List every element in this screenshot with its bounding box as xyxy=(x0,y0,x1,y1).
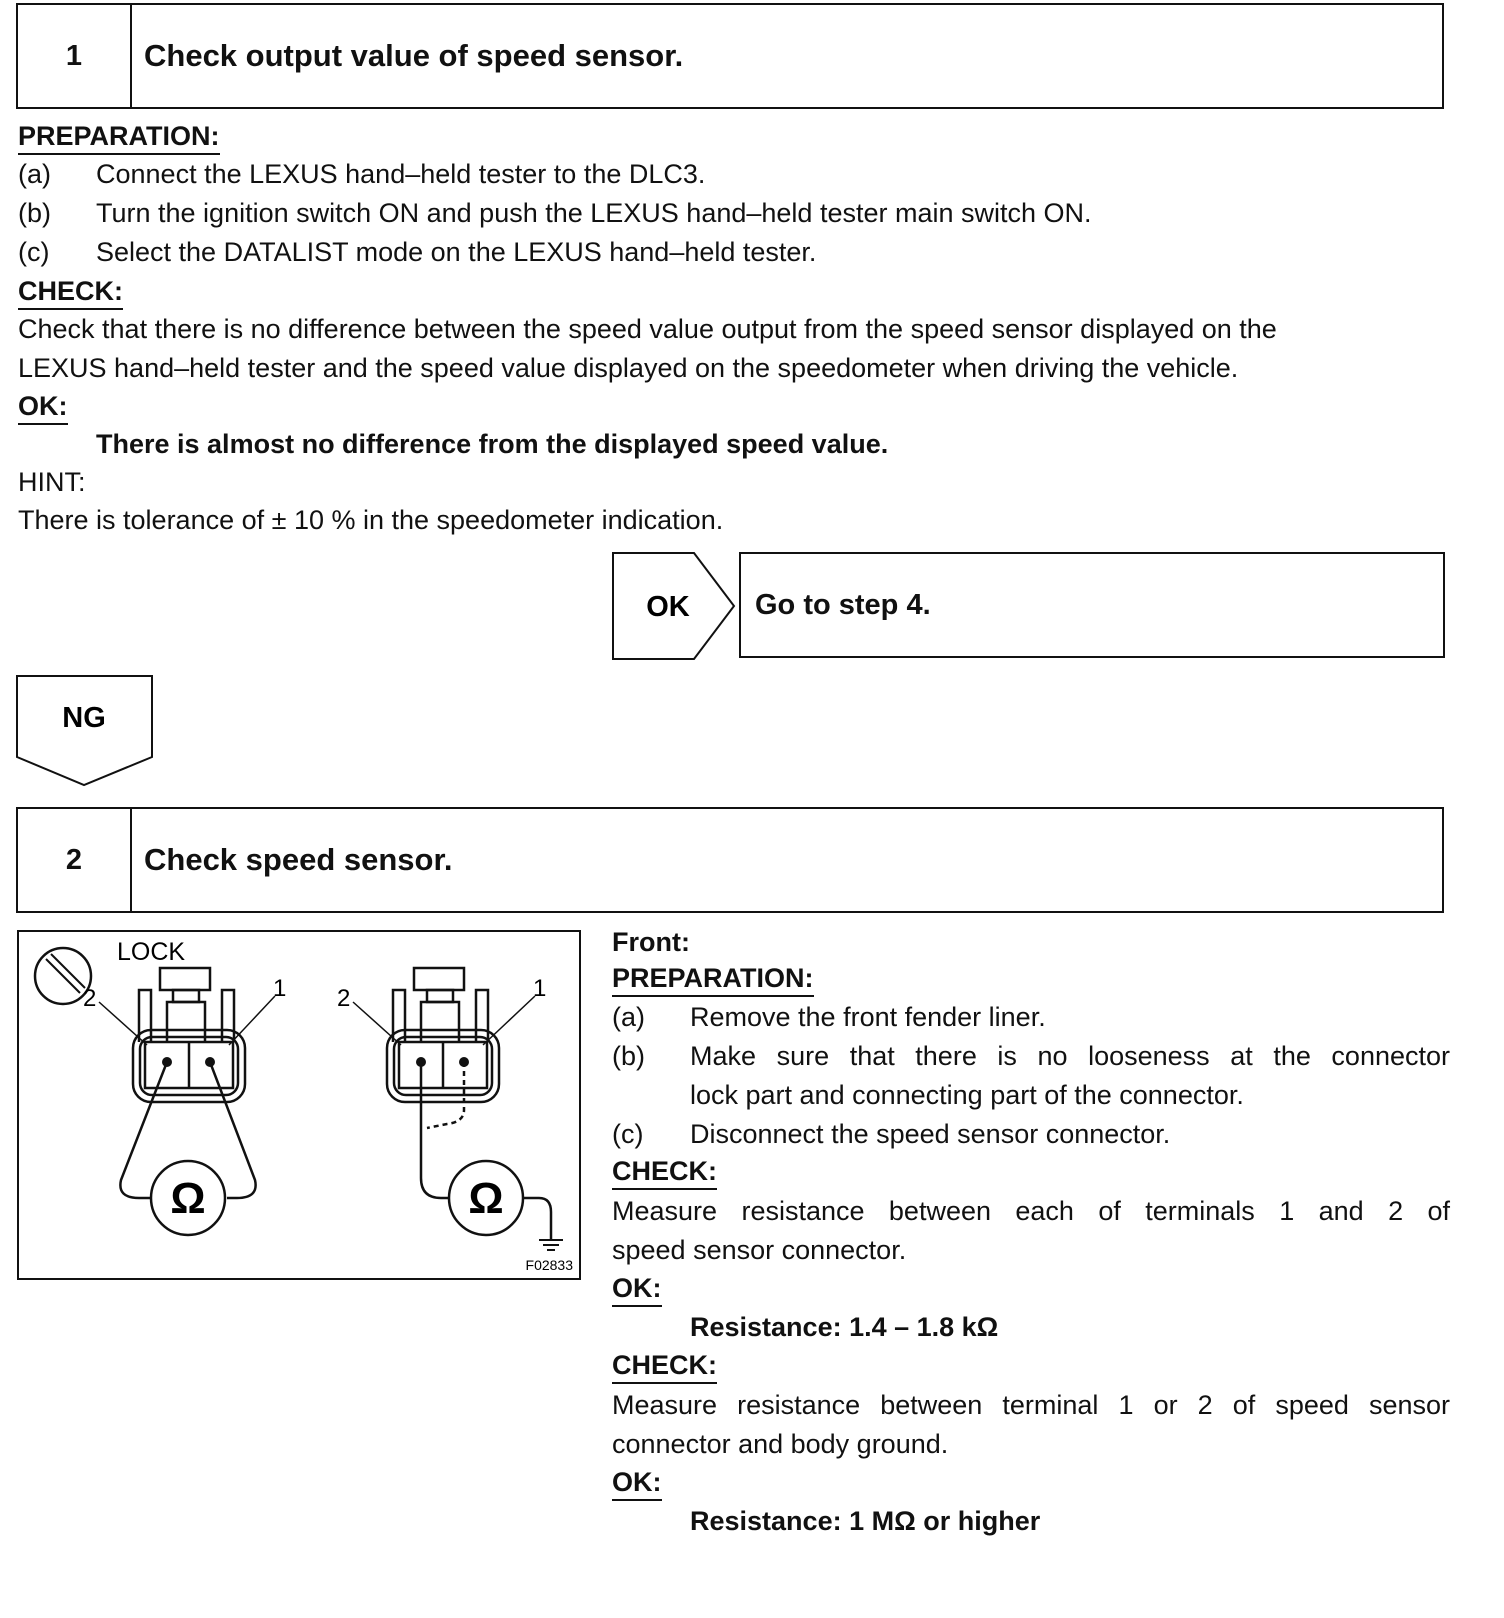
check-heading: CHECK: xyxy=(18,275,123,310)
prep-item: (a) Connect the LEXUS hand–held tester to the DLC3. xyxy=(18,159,706,189)
preparation-heading: PREPARATION: xyxy=(612,962,814,997)
ok-heading: OK: xyxy=(612,1466,662,1501)
prep-item: (c) Select the DATALIST mode on the LEXUS hand–held tester. xyxy=(18,237,817,267)
ok-criterion: There is almost no difference from the displayed speed value. xyxy=(96,429,889,459)
check-text-line: Measure resistance between each of terminals 1 and 2 of xyxy=(612,1196,1450,1226)
ng-arrow-tag xyxy=(16,675,154,787)
check-heading: CHECK: xyxy=(612,1155,717,1190)
ohm-symbol: Ω xyxy=(468,1174,504,1223)
step-number: 1 xyxy=(18,5,132,107)
step-1-header xyxy=(16,3,1444,109)
hint-heading: HINT: xyxy=(18,467,86,497)
prep-item: (c) Disconnect the speed sensor connector. xyxy=(612,1119,1171,1149)
hint-text: There is tolerance of ± 10 % in the speedometer indication. xyxy=(18,505,724,535)
ok-criterion: Resistance: 1.4 – 1.8 kΩ xyxy=(690,1312,999,1342)
check-heading: CHECK: xyxy=(612,1349,717,1384)
check-text-line: LEXUS hand–held tester and the speed value displayed on the speedometer when driving the vehicle. xyxy=(18,353,1239,383)
step-2-header xyxy=(16,807,1444,913)
ok-heading: OK: xyxy=(18,390,68,425)
check-text-line: speed sensor connector. xyxy=(612,1235,907,1265)
pin-label: 2 xyxy=(83,985,97,1012)
figure-code: F02833 xyxy=(525,1257,573,1273)
step-title: Check speed sensor. xyxy=(144,842,453,877)
go-to-step-text: Go to step 4. xyxy=(755,588,931,621)
prep-item: (a) Remove the front fender liner. xyxy=(612,1002,1046,1032)
ok-arrow-tag xyxy=(612,552,738,660)
check-text-line: connector and body ground. xyxy=(612,1429,949,1459)
step-number: 2 xyxy=(18,809,132,911)
prep-item-continuation: lock part and connecting part of the connector. xyxy=(690,1080,1244,1110)
go-to-step-box xyxy=(739,552,1445,658)
ok-criterion: Resistance: 1 MΩ or higher xyxy=(690,1506,1041,1536)
step-title: Check output value of speed sensor. xyxy=(144,38,684,73)
pin-label: 1 xyxy=(273,975,287,1002)
pin-label: 1 xyxy=(533,975,547,1002)
preparation-heading: PREPARATION: xyxy=(18,120,220,155)
prep-item: (b) Turn the ignition switch ON and push the LEXUS hand–held tester main switch ON. xyxy=(18,198,1092,228)
check-text-line: Measure resistance between terminal 1 or 2 of speed sensor xyxy=(612,1390,1450,1420)
ohm-symbol: Ω xyxy=(170,1174,206,1223)
check-text-line: Check that there is no difference between the speed value output from the speed sensor displayed on the xyxy=(18,314,1277,344)
connector-diagram xyxy=(17,930,581,1280)
ok-label: OK xyxy=(646,591,690,623)
lock-label: LOCK xyxy=(117,938,186,966)
ok-heading: OK: xyxy=(612,1272,662,1307)
pin-label: 2 xyxy=(337,985,351,1012)
prep-item: (b) Make sure that there is no looseness at the connector xyxy=(612,1041,1450,1071)
section-heading: Front: xyxy=(612,927,690,957)
ng-label: NG xyxy=(62,702,106,734)
